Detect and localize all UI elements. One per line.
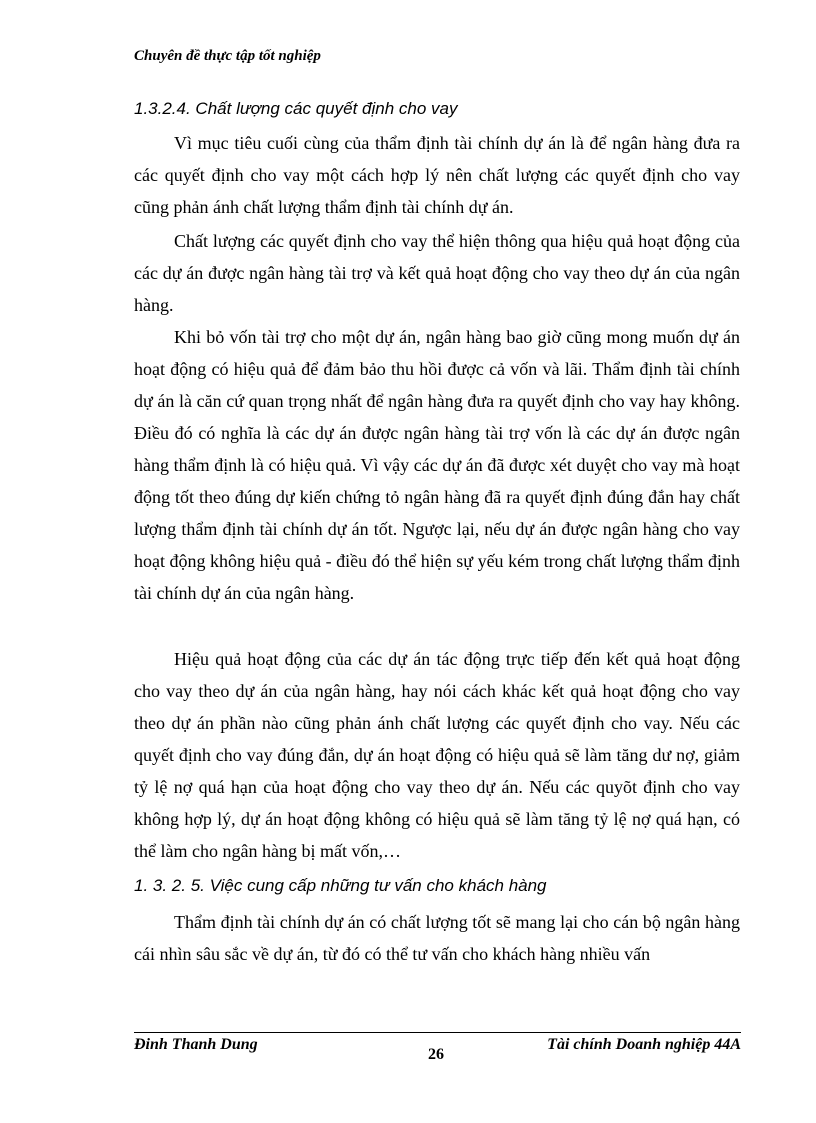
footer-department: Tài chính Doanh nghiệp 44A [547,1036,741,1053]
paragraph-4: Hiệu quả hoạt động của các dự án tác động trực tiếp đến kết quả hoạt động cho vay theo dự án của ngân hàng, hay nói cách khác kết quả hoạt động cho vay theo dự án phần nào cũng phản ánh chất lượng các quyết định cho vay. Nếu các quyết định cho vay đúng đắn, dự án hoạt động có hiệu quả sẽ làm tăng dư nợ, giảm tỷ lệ nợ quá hạn của hoạt động cho vay theo dự án. Nếu các quyõt định cho vay không hợp lý, dự án hoạt động không có hiệu quả sẽ làm tăng tỷ lệ nợ quá hạn, có thể làm cho ngân hàng bị mất vốn,… [134,649,740,861]
page-number: 26 [428,1046,444,1063]
section-heading-1-3-2-4: 1.3.2.4. Chất lượng các quyết định cho vay [134,99,458,118]
paragraph-3: Khi bỏ vốn tài trợ cho một dự án, ngân hàng bao giờ cũng mong muốn dự án hoạt động có hiệu quả để đảm bảo thu hồi được cả vốn và lãi. Thẩm định tài chính dự án là căn cứ quan trọng nhất để ngân hàng đưa ra quyết định cho vay hay không. Điều đó có nghĩa là các dự án được ngân hàng tài trợ vốn là các dự án được ngân hàng thẩm định là có hiệu quả. Vì vậy các dự án đã được xét duyệt cho vay mà hoạt động tốt theo đúng dự kiến chứng tỏ ngân hàng đã ra quyết định đúng đắn hay chất lượng thẩm định tài chính dự án tốt. Ngược lại, nếu dự án được ngân hàng cho vay hoạt động không hiệu quả - điều đó thể hiện sự yếu kém trong chất lượng thẩm định tài chính dự án của ngân hàng. [134,327,740,603]
paragraph-5: Thẩm định tài chính dự án có chất lượng tốt sẽ mang lại cho cán bộ ngân hàng cái nhìn sâu sắc về dự án, từ đó có thể tư vấn cho khách hàng nhiều vấn [134,912,740,964]
paragraph-2: Chất lượng các quyết định cho vay thể hiện thông qua hiệu quả hoạt động của các dự án được ngân hàng tài trợ và kết quả hoạt động cho vay theo dự án của ngân hàng. [134,231,740,315]
section-heading-1-3-2-5: 1. 3. 2. 5. Việc cung cấp những tư vấn cho khách hàng [134,876,547,895]
footer-divider [134,1032,741,1033]
footer-author: Đinh Thanh Dung [134,1036,258,1053]
paragraph-1: Vì mục tiêu cuối cùng của thẩm định tài chính dự án là để ngân hàng đưa ra các quyết định cho vay một cách hợp lý nên chất lượng các quyết định cho vay cũng phản ánh chất lượng thẩm định tài chính dự án. [134,133,740,217]
document-header: Chuyên đề thực tập tốt nghiệp [134,48,321,64]
